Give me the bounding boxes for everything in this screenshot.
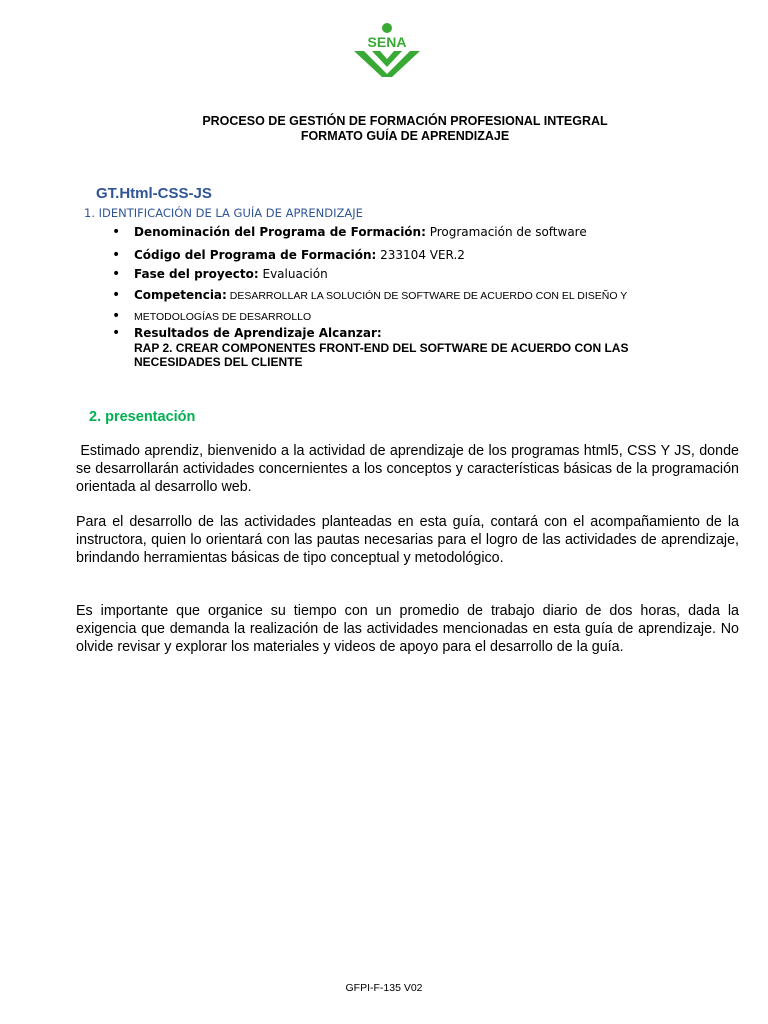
header-title: PROCESO DE GESTIÓN DE FORMACIÓN PROFESIONAL INTEGRAL bbox=[202, 114, 608, 128]
document-code: GT.Html-CSS-JS bbox=[96, 185, 212, 202]
list-item bbox=[112, 325, 672, 369]
item-value: Programación de software bbox=[425, 225, 587, 239]
paragraph: Es importante que organice su tiempo con un promedio de trabajo diario de dos horas, dada la exigencia que demanda la realización de las actividades mencionadas en esta guía de aprendizaje. No olvide revisar y explorar los materiales y videos de apoyo para el desarrollo de la guía. bbox=[76, 603, 739, 655]
footer-code: GFPI-F-135 V02 bbox=[345, 982, 423, 994]
list-item bbox=[112, 224, 587, 240]
item-value: 233104 VER.2 bbox=[376, 248, 465, 262]
item-value: Evaluación bbox=[258, 267, 328, 281]
list-item bbox=[112, 247, 465, 263]
section1-title: 1. IDENTIFICACIÓN DE LA GUÍA DE APRENDIZAJE bbox=[84, 206, 363, 220]
sena-logo-icon bbox=[350, 22, 424, 78]
item-value: DESARROLLAR LA SOLUCIÓN DE SOFTWARE DE ACUERDO CON EL DISEÑO Y bbox=[226, 290, 628, 302]
logo-text: SENA bbox=[367, 34, 407, 50]
list-item bbox=[112, 287, 627, 304]
paragraph: Estimado aprendiz, bienvenido a la actividad de aprendizaje de los programas html5, CSS Y JS, donde se desarrollarán actividades concernientes a los conceptos y características básicas de la programación orientada al desarrollo web. bbox=[76, 443, 743, 495]
item-label: Código del Programa de Formación: bbox=[134, 248, 377, 262]
item-label: Competencia: bbox=[134, 288, 227, 302]
paragraph: Para el desarrollo de las actividades planteadas en esta guía, contará con el acompañamiento de la instructora, quien lo orientará con las pautas necesarias para el logro de las actividades de aprendizaje, brindando herramientas básicas de tipo conceptual y metodológico. bbox=[76, 514, 739, 566]
item-label: Denominación del Programa de Formación: bbox=[134, 225, 426, 239]
item-label: Resultados de Aprendizaje Alcanzar: bbox=[134, 326, 382, 340]
item-value: METODOLOGÍAS DE DESARROLLO bbox=[134, 311, 312, 323]
header-subtitle: FORMATO GUÍA DE APRENDIZAJE bbox=[300, 129, 510, 143]
list-item bbox=[112, 308, 311, 325]
section2-title: 2. presentación bbox=[89, 409, 196, 425]
rap-text: RAP 2. CREAR COMPONENTES FRONT-END DEL SOFTWARE DE ACUERDO CON LAS NECESIDADES DEL CLIENTE bbox=[134, 341, 629, 369]
item-label: Fase del proyecto: bbox=[134, 267, 259, 281]
list-item bbox=[112, 266, 328, 282]
sena-logo bbox=[350, 22, 424, 78]
